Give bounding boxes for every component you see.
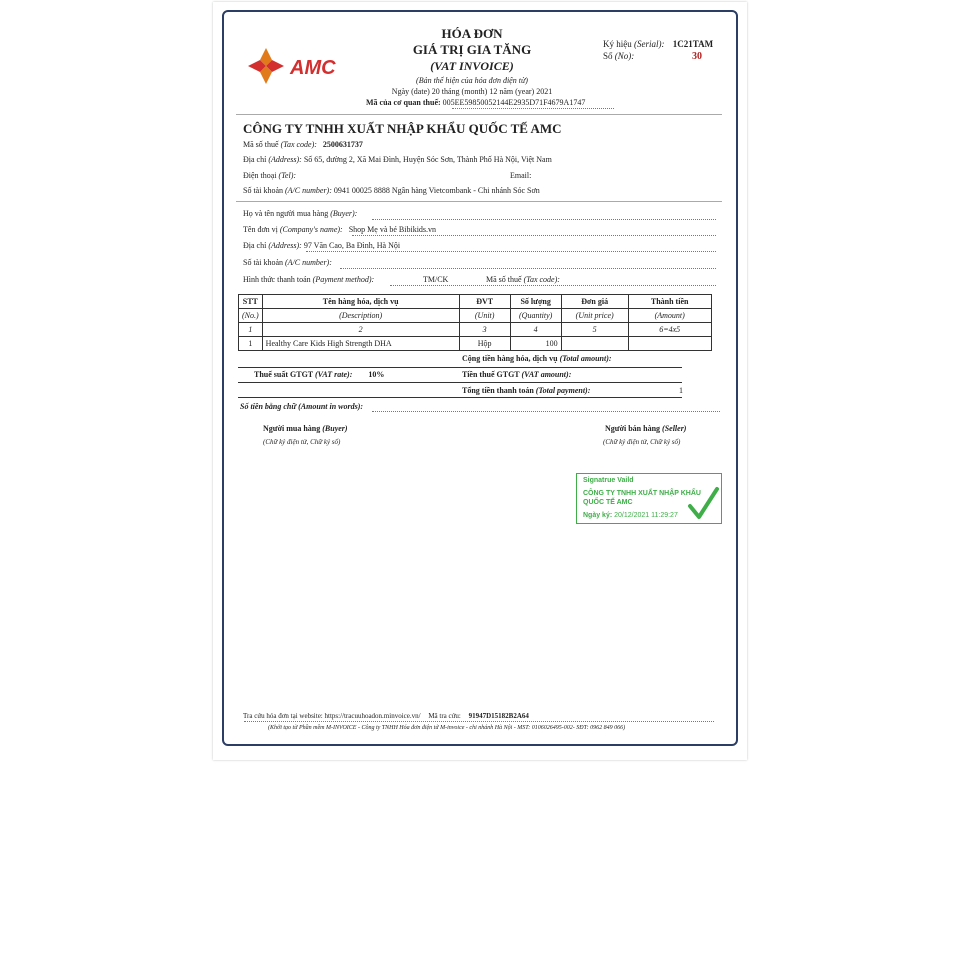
vat-amount-label: Tiền thuế GTGT (VAT amount): <box>462 370 572 379</box>
seller-tax-code: Mã số thuế (Tax code): 2500631737 <box>243 140 363 149</box>
subtotal-label: Cộng tiền hàng hóa, dịch vụ (Total amount): <box>462 354 612 363</box>
seller-phone: Điện thoại (Tel): <box>243 171 297 180</box>
seller-name: CÔNG TY TNHH XUẤT NHẬP KHẨU QUỐC TẾ AMC <box>243 121 562 136</box>
stamp-company-2: QUỐC TẾ AMC <box>583 499 633 506</box>
buyer-signature-note: (Chữ ký điện tử, Chữ ký số) <box>263 438 341 446</box>
lookup-line: Tra cứu hóa đơn tại website: https://tracuuhoadon.minvoice.vn/ Mã tra cứu: 91947D15182B2A64 <box>243 712 529 720</box>
vat-rate: Thuế suất GTGT (VAT rate): 10% <box>254 370 385 379</box>
buyer-payment-method: Hình thức thanh toán (Payment method): <box>243 275 375 284</box>
seller-signature-note: (Chữ ký điện tử, Chữ ký số) <box>603 438 681 446</box>
total-payment-value: 1 <box>679 386 683 395</box>
seller-account: Số tài khoản (A/C number): 0941 00025 8888 Ngân hàng Vietcombank - Chi nhánh Sóc Sơn <box>243 186 540 195</box>
table-header-row: STT Tên hàng hóa, dịch vụ ĐVT Số lượng Đơn giá Thành tiền <box>239 295 712 309</box>
serial-field: Ký hiệu (Serial): 1C21TAM <box>603 39 714 49</box>
invoice-title-2: GIÁ TRỊ GIA TĂNG <box>412 42 532 57</box>
table-index-row: 1 2 3 4 5 6=4x5 <box>239 323 712 337</box>
payment-value: TM/CK <box>423 275 449 284</box>
stamp-date: Ngày ký: 20/12/2021 11:29:27 <box>583 512 678 519</box>
buyer-tax-code: Mã số thuế (Tax code): <box>486 275 560 284</box>
footer-note: (Khởi tạo từ Phần mềm M-INVOICE - Công ty TNHH Hóa đơn điện tử M-invoice - chi nhánh Hà Nội - MST: 0106026495-002- SĐT: 0962 849 066) <box>268 725 626 731</box>
table-row: 1 Healthy Care Kids High Strength DHA Hộp 100 <box>239 337 712 351</box>
seller-email: Email: <box>510 171 532 180</box>
number-field: Số (No): <box>603 51 635 61</box>
lookup-url[interactable]: https://tracuuhoadon.minvoice.vn/ <box>324 712 421 720</box>
buyer-account: Số tài khoản (A/C number): <box>243 258 332 267</box>
items-table <box>238 294 712 351</box>
stamp-title: Signatrue Vaild <box>583 477 634 484</box>
stamp-company-1: CÔNG TY TNHH XUẤT NHẬP KHẨU <box>583 490 701 497</box>
digital-signature-stamp <box>576 473 722 524</box>
seller-address: Địa chỉ (Address): Số 65, đường 2, Xã Mai Đình, Huyện Sóc Sơn, Thành Phố Hà Nội, Việt Nam <box>243 155 552 164</box>
logo-text: AMC <box>290 57 336 79</box>
table-header-en-row: (No.) (Description) (Unit) (Quantity) (Unit price) (Amount) <box>239 309 712 323</box>
invoice-subtitle: (Bản thể hiện của hóa đơn điện tử) <box>416 76 528 85</box>
buyer-name: Họ và tên người mua hàng (Buyer): <box>243 209 358 218</box>
total-payment-label: Tổng tiền thanh toán (Total payment): <box>462 386 591 395</box>
buyer-company: Tên đơn vị (Company's name): Shop Mẹ và bé Bibikids.vn <box>243 225 437 234</box>
tax-authority-code: Mã của cơ quan thuế: 005EE59850052144E2935D71F4679A1747 <box>366 98 586 107</box>
buyer-signature-title: Người mua hàng (Buyer) <box>263 424 348 433</box>
invoice-number: 30 <box>692 51 702 62</box>
invoice-date: Ngày (date) 20 tháng (month) 12 năm (year) 2021 <box>391 87 553 96</box>
invoice-title-3: (VAT INVOICE) <box>430 59 514 73</box>
company-logo <box>246 40 362 90</box>
seller-signature-title: Người bán hàng (Seller) <box>605 424 687 433</box>
invoice-title-1: HÓA ĐƠN <box>441 26 503 41</box>
amount-in-words: Số tiền bằng chữ (Amount in words): <box>240 402 364 411</box>
buyer-address: Địa chỉ (Address): 97 Văn Cao, Ba Đình, Hà Nội <box>243 241 401 250</box>
checkmark-icon <box>687 486 719 522</box>
